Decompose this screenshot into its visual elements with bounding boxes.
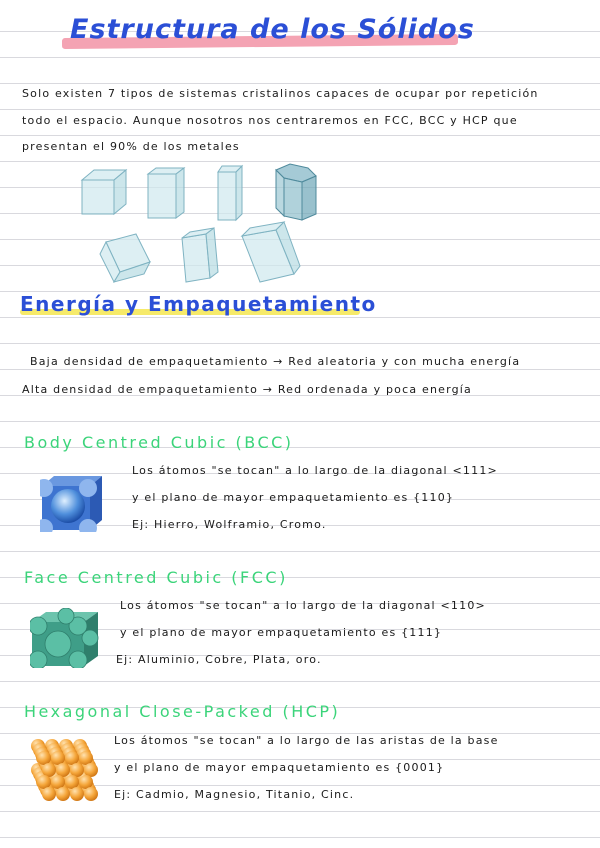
triclinic-system-shape [242,222,300,282]
monoclinic-system-shape [182,228,218,282]
fcc-line-2: y el plano de mayor empaquetamiento es {111} [120,626,443,639]
hcp-atom [79,775,93,789]
fcc-unit-cell-illustration [30,608,100,668]
hexagonal-system-shape [276,164,316,220]
hcp-atom [37,751,51,765]
hcp-atom [56,763,70,777]
orthorhombic-system-shape [218,166,242,220]
section-heading-hcp: Hexagonal Close-Packed (HCP) [24,702,341,721]
fcc-line-3: Ej: Aluminio, Cobre, Plata, oro. [116,653,322,666]
hcp-atom [70,763,84,777]
hcp-atom [56,787,70,801]
hcp-atom [84,787,98,801]
rhombohedral-system-shape [100,234,150,282]
bcc-unit-cell-illustration [40,472,106,532]
page-title: Estructura de los Sólidos [70,14,475,45]
section-heading-fcc: Face Centred Cubic (FCC) [24,568,288,587]
hcp-atom [42,763,56,777]
energy-line-1: Baja densidad de empaquetamiento → Red aleatoria y con mucha energía [30,355,521,368]
hcp-atom [65,775,79,789]
crystal-systems-illustration [70,158,330,288]
hcp-atom [51,775,65,789]
hcp-atom [42,787,56,801]
hcp-line-2: y el plano de mayor empaquetamiento es {0001} [114,761,445,774]
hcp-atom [51,751,65,765]
hcp-atom [84,763,98,777]
section-heading-bcc: Body Centred Cubic (BCC) [24,433,294,452]
bcc-line-3: Ej: Hierro, Wolframio, Cromo. [132,518,327,531]
hcp-packing-illustration [28,732,98,802]
fcc-line-1: Los átomos "se tocan" a lo largo de la diagonal <110> [120,599,486,612]
energy-line-2: Alta densidad de empaquetamiento → Red ordenada y poca energía [22,383,472,396]
tetragonal-system-shape [148,168,184,218]
hcp-atom [70,787,84,801]
hcp-atom [37,775,51,789]
bcc-line-1: Los átomos "se tocan" a lo largo de la diagonal <111> [132,464,498,477]
hcp-atom [79,751,93,765]
intro-line-1: Solo existen 7 tipos de sistemas cristalinos capaces de ocupar por repetición [22,87,539,100]
cubic-system-shape [82,170,126,214]
hcp-line-1: Los átomos "se tocan" a lo largo de las aristas de la base [114,734,499,747]
intro-line-2: todo el espacio. Aunque nosotros nos centraremos en FCC, BCC y HCP que [22,114,518,127]
hcp-line-3: Ej: Cadmio, Magnesio, Titanio, Cinc. [114,788,355,801]
intro-line-3: presentan el 90% de los metales [22,140,240,153]
section-heading-energy: Energía y Empaquetamiento [20,292,377,316]
bcc-line-2: y el plano de mayor empaquetamiento es {110} [132,491,455,504]
hcp-atom [65,751,79,765]
